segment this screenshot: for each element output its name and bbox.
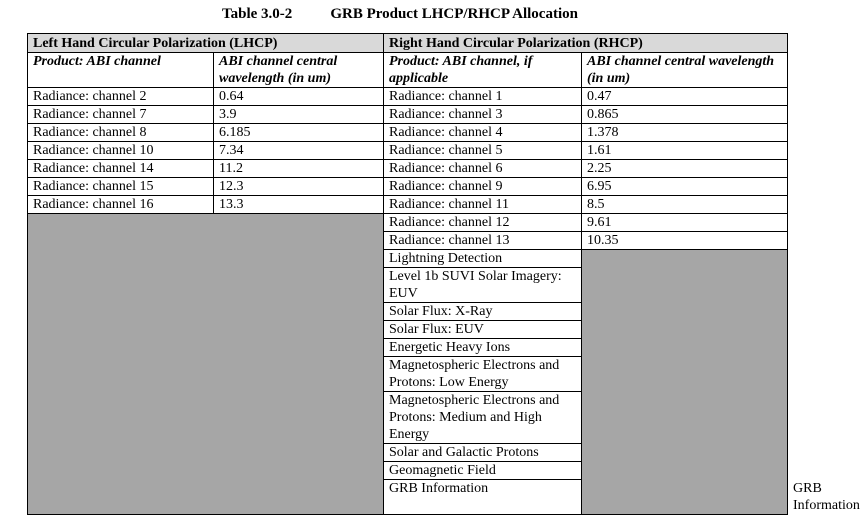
lhcp-wavelength-cell: 11.2 [214,160,384,178]
lhcp-wavelength-cell: 13.3 [214,196,384,214]
table-row [28,196,788,214]
rhcp-wavelength-cell: 10.35 [582,232,788,250]
rhcp-empty-area [582,250,788,515]
rhcp-product-cell: Radiance: channel 12 [384,214,582,232]
rhcp-product-cell: Radiance: channel 13 [384,232,582,250]
table-title: GRB Product LHCP/RHCP Allocation [330,6,578,22]
rhcp-other-product: Magnetospheric Electrons and Protons: Medium and High Energy [384,392,582,444]
rhcp-wavelength-cell: 0.47 [582,88,788,106]
rhcp-header: Right Hand Circular Polarization (RHCP) [384,34,788,53]
lhcp-header: Left Hand Circular Polarization (LHCP) [28,34,384,53]
rhcp-other-product: Lightning Detection [384,250,582,268]
rhcp-wavelength-cell: 6.95 [582,178,788,196]
rhcp-wavelength-cell: 1.378 [582,124,788,142]
table-row [28,160,788,178]
allocation-table [27,33,860,515]
rhcp-other-product: Energetic Heavy Ions [384,339,582,357]
table-row: GRB Information GRB Information [28,480,788,515]
table-row [28,178,788,196]
rhcp-product-cell: Radiance: channel 5 [384,142,582,160]
rhcp-product-cell: Radiance: channel 3 [384,106,582,124]
lhcp-product-cell: Radiance: channel 2 [28,88,214,106]
rhcp-other-product: Geomagnetic Field [384,462,582,480]
lhcp-wavelength-cell: 7.34 [214,142,384,160]
table-number: Table 3.0-2 [222,6,293,22]
rhcp-other-product: Solar and Galactic Protons [384,444,582,462]
lhcp-wavelength-cell: 3.9 [214,106,384,124]
rhcp-product-cell: Radiance: channel 11 [384,196,582,214]
lhcp-grb-information: GRB Information [384,480,582,515]
rhcp-product-cell: Radiance: channel 4 [384,124,582,142]
table-row [28,142,788,160]
lhcp-product-cell: Radiance: channel 10 [28,142,214,160]
lhcp-product-cell: Radiance: channel 14 [28,160,214,178]
table-row [28,106,788,124]
rhcp-col-wavelength: ABI channel central wavelength (in um) [582,53,788,88]
rhcp-product-cell: Radiance: channel 1 [384,88,582,106]
table-row [28,214,788,232]
rhcp-wavelength-cell: 8.5 [582,196,788,214]
lhcp-product-cell: Radiance: channel 15 [28,178,214,196]
lhcp-wavelength-cell: 6.185 [214,124,384,142]
lhcp-col-wavelength: ABI channel central wavelength (in um) [214,53,384,88]
table-row [28,88,788,106]
table-row [28,124,788,142]
rhcp-product-cell: Radiance: channel 6 [384,160,582,178]
lhcp-empty-area [28,214,384,515]
rhcp-other-product: Solar Flux: X-Ray [384,303,582,321]
lhcp-product-cell: Radiance: channel 7 [28,106,214,124]
rhcp-wavelength-cell: 2.25 [582,160,788,178]
lhcp-wavelength-cell: 12.3 [214,178,384,196]
rhcp-wavelength-cell: 0.865 [582,106,788,124]
rhcp-other-product: Solar Flux: EUV [384,321,582,339]
rhcp-product-cell: Radiance: channel 9 [384,178,582,196]
table-caption [0,6,800,23]
lhcp-wavelength-cell: 0.64 [214,88,384,106]
rhcp-other-product: Level 1b SUVI Solar Imagery: EUV [384,268,582,303]
rhcp-wavelength-cell: 9.61 [582,214,788,232]
lhcp-col-product: Product: ABI channel [28,53,214,88]
rhcp-wavelength-cell: 1.61 [582,142,788,160]
lhcp-product-cell: Radiance: channel 16 [28,196,214,214]
rhcp-col-product: Product: ABI channel, if applicable [384,53,582,88]
lhcp-product-cell: Radiance: channel 8 [28,124,214,142]
rhcp-other-product: Magnetospheric Electrons and Protons: Low Energy [384,357,582,392]
